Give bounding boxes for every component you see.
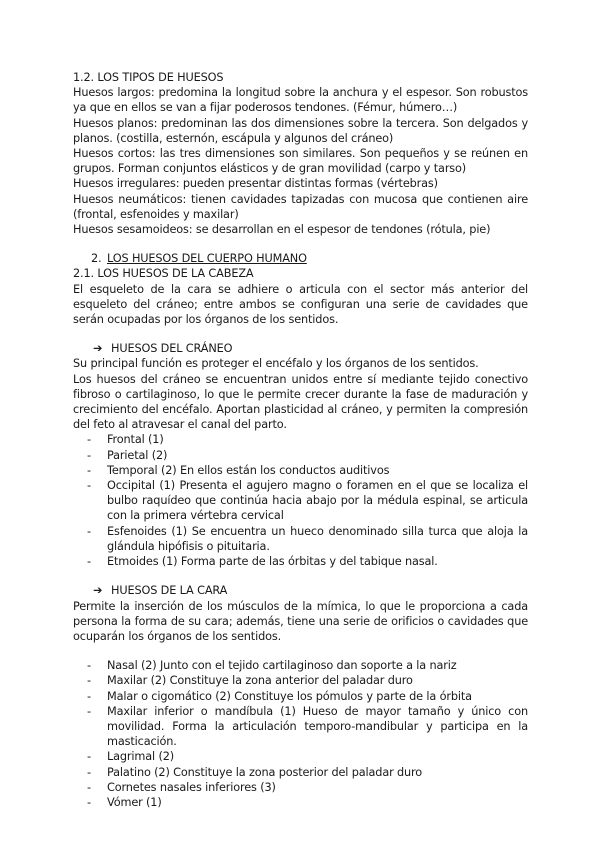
spacer [73, 644, 528, 658]
paragraph-huesos-neumaticos: Huesos neumáticos: tienen cavidades tapizadas con mucosa que contienen aire (frontal, esfenoides y maxilar) [73, 192, 528, 221]
list-item-text: Nasal (2) Junto con el tejido cartilaginoso dan soporte a la nariz [107, 659, 457, 673]
document-page [73, 70, 528, 810]
list-item-text: Cornetes nasales inferiores (3) [107, 780, 276, 794]
dash-bullet: - [87, 704, 91, 718]
paragraph-huesos-sesamoideos: Huesos sesamoideos: se desarrollan en el espesor de tendones (rótula, pie) [73, 223, 491, 237]
list-item [87, 780, 528, 795]
paragraph-craneo-funcion: Su principal función es proteger el encéfalo y los órganos de los sentidos. [73, 357, 479, 371]
subsection-title-cabeza: 2.1. LOS HUESOS DE LA CABEZA [73, 267, 254, 281]
list-item [87, 673, 528, 688]
list-item-text: Frontal (1) [107, 433, 164, 447]
spacer [73, 237, 528, 251]
list-item [87, 448, 528, 463]
paragraph-huesos-largos: Huesos largos: predomina la longitud sobre la anchura y el espesor. Son robustos ya que en ellos se van a fijar poderosos tendones. (Fémur, húmero…) [73, 86, 528, 115]
list-item-text: Palatino (2) Constituye la zona posterior del paladar duro [107, 765, 423, 779]
list-huesos-cara [73, 658, 528, 810]
list-item-text: Temporal (2) En ellos están los conductos auditivos [107, 463, 390, 477]
section-heading-text: LOS HUESOS DEL CUERPO HUMANO [107, 252, 307, 266]
list-item-text: Parietal (2) [107, 448, 168, 462]
heading-huesos-craneo [93, 341, 528, 356]
paragraph-huesos-irregulares: Huesos irregulares: pueden presentar distintas formas (vértebras) [73, 177, 438, 191]
list-item [87, 749, 528, 764]
section-heading-huesos-cuerpo [91, 251, 528, 266]
arrow-right-icon: ➔ [93, 584, 103, 598]
dash-bullet: - [87, 659, 91, 673]
paragraph-intro-cabeza: El esqueleto de la cara se adhiere o articula con el sector más anterior del esqueleto del cráneo; entre ambos se configuran una serie de cavidades que serán ocupadas por los órganos de los sentidos. [73, 282, 528, 327]
heading-huesos-cara-text: HUESOS DE LA CARA [111, 584, 228, 598]
heading-huesos-craneo-text: HUESOS DEL CRÁNEO [111, 342, 233, 356]
dash-bullet: - [87, 433, 91, 447]
list-item-text: Occipital (1) Presenta el agujero magno o foramen en el que se localiza el bulbo raquídeo que continúa hacia abajo por la médula espinal, se articula con la primera vértebra cervical [107, 479, 528, 523]
dash-bullet: - [87, 750, 91, 764]
list-huesos-craneo [73, 432, 528, 569]
list-item-text: Maxilar inferior o mandíbula (1) Hueso de mayor tamaño y único con movilidad. Forma la articulación temporo-mandibular y participa en la masticación. [107, 704, 528, 749]
dash-bullet: - [87, 479, 91, 493]
paragraph-huesos-planos: Huesos planos: predominan las dos dimensiones sobre la tercera. Son delgados y planos. (costilla, esternón, escápula y algunos del cráneo) [73, 116, 528, 145]
dash-bullet: - [87, 448, 91, 462]
spacer [73, 327, 528, 341]
dash-bullet: - [87, 555, 91, 569]
arrow-right-icon: ➔ [93, 342, 103, 356]
dash-bullet: - [87, 524, 91, 538]
list-item [87, 463, 528, 478]
section-title-tipos-huesos: 1.2. LOS TIPOS DE HUESOS [73, 71, 224, 84]
list-item [87, 524, 528, 554]
dash-bullet: - [87, 780, 91, 794]
list-item [87, 478, 528, 524]
paragraph-huesos-cortos: Huesos cortos: las tres dimensiones son similares. Son pequeños y se reúnen en grupos. Forman conjuntos elásticos y de gran movilidad (carpo y tarso) [73, 147, 528, 176]
list-item-text: Lagrimal (2) [107, 750, 175, 764]
dash-bullet: - [87, 463, 91, 477]
list-item [87, 554, 528, 569]
list-item-text: Etmoides (1) Forma parte de las órbitas y del tabique nasal. [107, 555, 438, 569]
list-item-text: Malar o cigomático (2) Constituye los pómulos y parte de la órbita [107, 689, 472, 703]
spacer [73, 569, 528, 583]
list-item [87, 432, 528, 447]
list-item [87, 658, 528, 673]
list-item-text: Vómer (1) [107, 795, 162, 809]
paragraph-cara-mimica: Permite la inserción de los músculos de la mímica, lo que le proporciona a cada persona la forma de su cara; además, tiene una serie de orificios o cavidades que ocuparán los órganos de los sentidos. [73, 599, 528, 643]
paragraph-craneo-union: Los huesos del cráneo se encuentran unidos entre sí mediante tejido conectivo fibroso o cartilaginoso, lo que le permite crecer durante la fase de maduración y crecimiento del encéfalo. Aportan plasticidad al cráneo, y permiten la compresión del feto al atravesar el canal del parto. [73, 372, 528, 432]
list-item-text: Maxilar (2) Constituye la zona anterior del paladar duro [107, 674, 413, 688]
list-item [87, 689, 528, 704]
heading-huesos-cara [93, 583, 528, 598]
list-item-text: Esfenoides (1) Se encuentra un hueco denominado silla turca que aloja la glándula hipófisis o pituitaria. [107, 524, 528, 553]
list-item [87, 704, 528, 750]
dash-bullet: - [87, 765, 91, 779]
section-number: 2. [91, 252, 102, 266]
dash-bullet: - [87, 689, 91, 703]
dash-bullet: - [87, 795, 91, 809]
list-item [87, 795, 528, 810]
dash-bullet: - [87, 674, 91, 688]
list-item [87, 765, 528, 780]
